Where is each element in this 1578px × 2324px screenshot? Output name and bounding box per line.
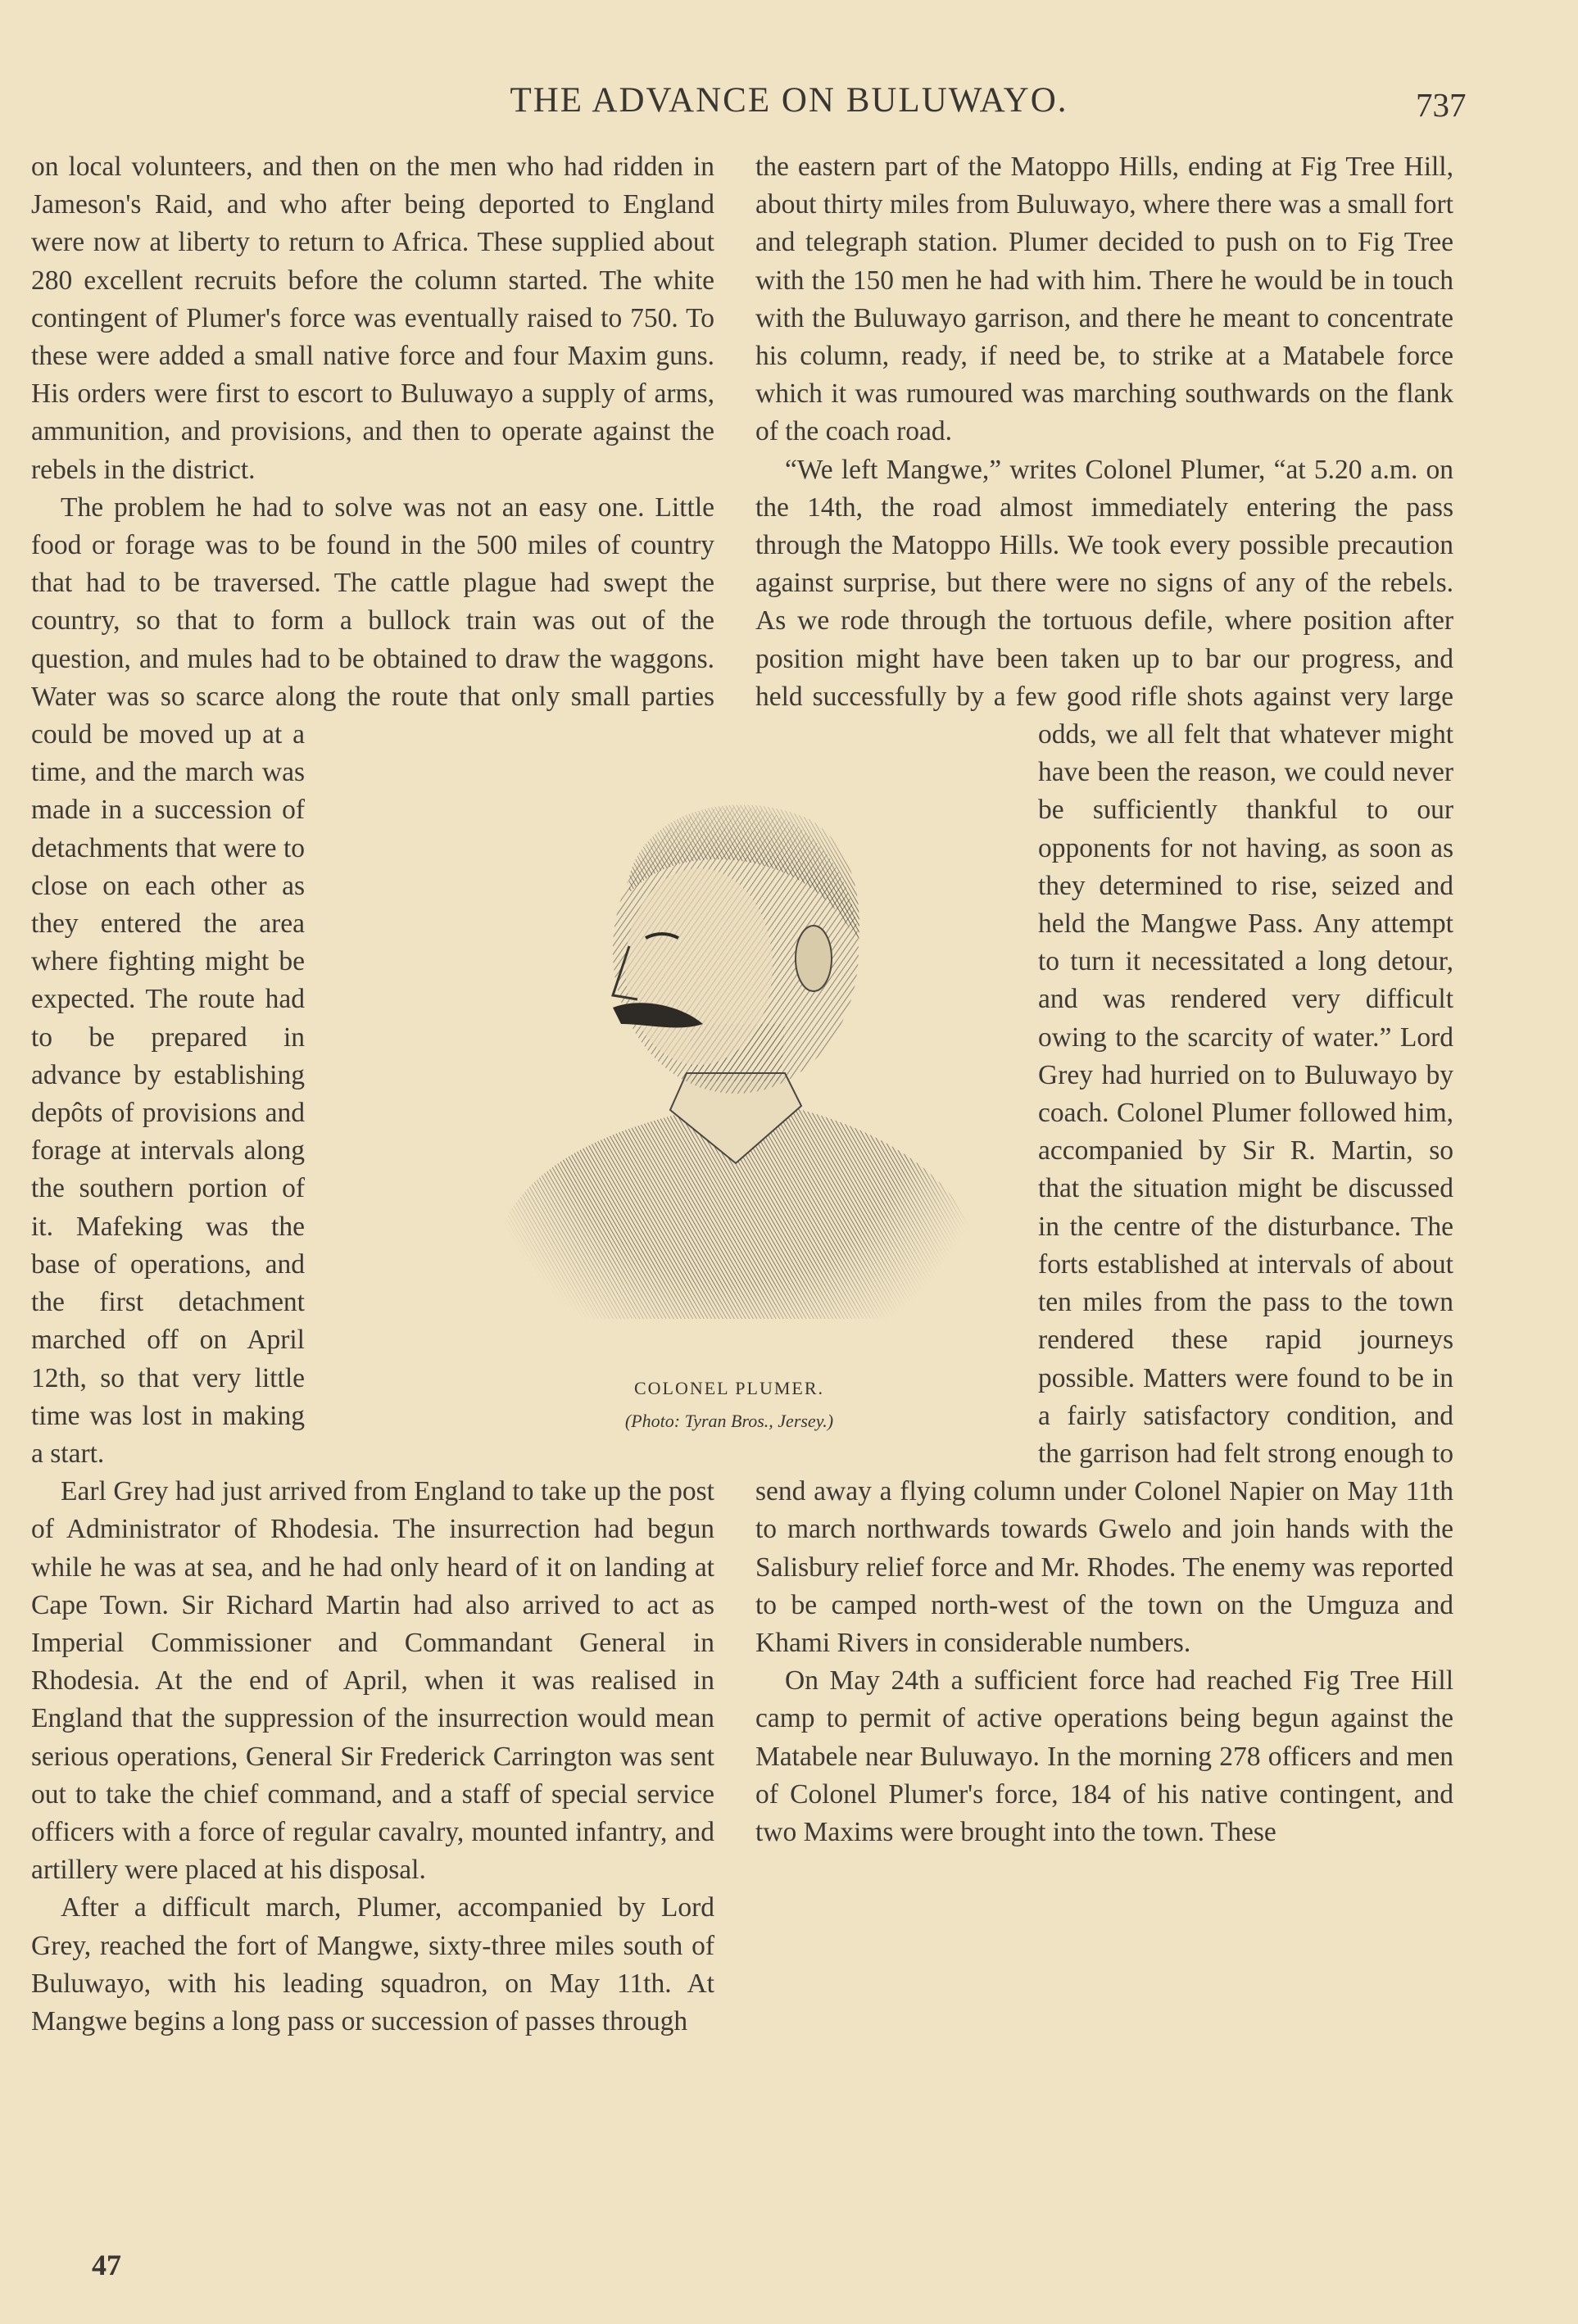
colonel-plumer-portrait [490, 778, 982, 1319]
left-paragraph-2: The problem he had to solve was not an easy one. Little food or forage was to be found in the 500 miles of country that had to be traversed. The cattle plague had swept the country, so that to form a bullock train was out of the question, and mules had to be obtained to draw the waggons. Water was so scarce along the route that only small parties could be moved up at a time, and the march was made in a succession of detachments that were to close on each other as they entered the area where fighting might be expected. The route had to be prepared in advance by establishing depôts of provisions and forage at intervals along the southern portion of it. Mafeking was the base of operations, and the first detachment marched off on April 12th, so that very little time was lost in making a start. [31, 492, 714, 1469]
running-head: THE ADVANCE ON BULUWAYO. [510, 81, 1068, 120]
right-paragraph-1: the eastern part of the Matoppo Hills, ending at Fig Tree Hill, about thirty miles from Buluwayo, where there was a small fort and telegraph station. Plumer decided to push on to Fig Tree with the 150 men he had with him. There he would be in touch with the Buluwayo garrison, and there he meant to concentrate his column, ready, if need be, to strike at a Matabele force which it was rumoured was marching southwards on the flank of the coach road. [755, 152, 1453, 447]
page-number: 737 [1416, 86, 1467, 124]
figure-caption: COLONEL PLUMER. [633, 1378, 825, 1398]
signature-mark: 47 [92, 2249, 121, 2281]
left-paragraph-1: on local volunteers, and then on the men who had ridden in Jameson's Raid, and who after being deported to England were now at liberty to return to Africa. These supplied about 280 excellent recruits before the column started. The white contingent of Plumer's force was eventually raised to 750. To these were added a small native force and four Maxim guns. His orders were first to escort to Buluwayo a supply of arms, ammunition, and provisions, and then to operate against the rebels in the district. [31, 152, 714, 485]
right-paragraph-2: “We left Mangwe,” writes Colonel Plumer, “at 5.20 a.m. on the 14th, the road almost immediately entering the pass through the Matoppo Hills. We took every possible precaution against surprise, but there were no signs of any of the rebels. As we rode through the tortuous defile, where position after position might have been taken up to bar our progress, and held successfully by a few good rifle shots against very large odds, we all felt that whatever might have been the reason, we could never be sufficiently thankful to our opponents for not having, as soon as they determined to rise, seized and held the Mangwe Pass. Any attempt to turn it necessitated a long detour, and was rendered very difficult owing to the scarcity of water.” Lord Grey had hurried on to Buluwayo by coach. Colonel Plumer followed him, accompanied by Sir R. Martin, so that the situation might be discussed in the centre of the disturbance. The forts established at intervals of about ten miles from the pass to the town rendered these rapid journeys possible. Matters were found to be in a fairly satisfactory condition, and the garrison had felt strong enough to send away a flying column under Colonel Napier on May 11th to march northwards towards Gwelo and join hands with the Salisbury relief force and Mr. Rhodes. The enemy was reported to be camped north-west of the town on the Umguza and Khami Rivers in considerable numbers. [755, 454, 1453, 1658]
figure-credit: (Photo: Tyran Bros., Jersey.) [624, 1411, 834, 1431]
left-paragraph-4: After a difficult march, Plumer, accompanied by Lord Grey, reached the fort of Mangwe, sixty-three miles south of Buluwayo, with his leading squadron, on May 11th. At Mangwe begins a long pass or succession of passes through [31, 1892, 714, 2036]
left-paragraph-3: Earl Grey had just arrived from England to take up the post of Administrator of Rhodesia. The insurrection had begun while he was at sea, and he had only heard of it on landing at Cape Town. Sir Richard Martin had also arrived to act as Imperial Commissioner and Commandant General in Rhodesia. At the end of April, when it was realised in England that the suppression of the insurrection would mean serious operations, General Sir Frederick Carrington was sent out to take the chief command, and a staff of special service officers with a force of regular cavalry, mounted infantry, and artillery were placed at his disposal. [31, 1476, 714, 1886]
right-paragraph-3: On May 24th a sufficient force had reached Fig Tree Hill camp to permit of active operations being begun against the Matabele near Buluwayo. In the morning 278 officers and men of Colonel Plumer's force, 184 of his native contingent, and two Maxims were brought into the town. These [755, 1665, 1453, 1847]
